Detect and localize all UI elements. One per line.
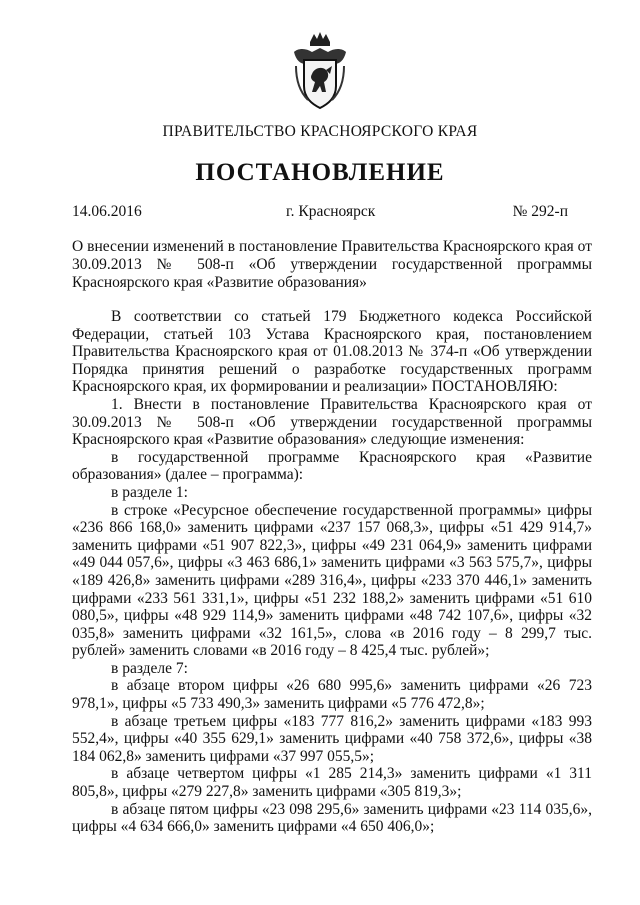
document-date: 14.06.2016 <box>72 203 142 220</box>
document-body <box>72 308 592 836</box>
body-paragraph: в разделе 1: <box>111 483 188 501</box>
document-subject: О внесении изменений в постановление Правительства Красноярского края от 30.09.2013 № 508-п «Об утверждении государственной программы Красноярского края «Развитие образования» <box>72 238 592 291</box>
document-type: ПОСТАНОВЛЕНИЕ <box>195 159 445 186</box>
body-paragraph: 1. Внести в постановление Правительства Красноярского края от 30.09.2013 № 508-п «Об утверждении государственной программы Красноярского края «Развитие образования» следующие изменения: <box>72 395 592 449</box>
body-paragraph: в абзаце пятом цифры «23 098 295,6» заменить цифрами «23 114 035,6», цифры «4 634 666,0» заменить цифрами «4 650 406,0»; <box>72 800 592 836</box>
body-paragraph: в государственной программе Красноярского края «Развитие образования» (далее – программа): <box>72 448 592 484</box>
coat-of-arms-icon <box>288 30 352 112</box>
body-paragraph: в абзаце втором цифры «26 680 995,6» заменить цифрами «26 723 978,1», цифры «5 733 490,3» заменить цифрами «5 776 472,8»; <box>72 677 592 713</box>
organization-name: ПРАВИТЕЛЬСТВО КРАСНОЯРСКОГО КРАЯ <box>162 123 478 140</box>
body-paragraph: в строке «Ресурсное обеспечение государственной программы» цифры «236 866 168,0» заменить цифрами «237 157 068,3», цифры «51 429 914,7» заменить цифрами «51 907 822,3», цифры «49 231 064,9» заменить цифрами «49 044 057,6», цифры «3 463 686,1» заменить цифрами «3 563 575,7», цифры «189 426,8» заменить цифрами «289 316,4», цифры «233 370 446,1» заменить цифрами «233 561 331,1», цифры «51 232 188,2» заменить цифрами «51 610 080,5», цифры «48 929 114,9» заменить цифрами «48 742 107,6», цифры «32 035,8» заменить цифрами «32 161,5», слова «в 2016 году – 8 299,7 тыс. рублей» заменить словами «в 2016 году – 8 425,4 тыс. рублей»; <box>72 501 592 660</box>
document-city: г. Красноярск <box>286 203 376 220</box>
body-paragraph: В соответствии со статьей 179 Бюджетного кодекса Российской Федерации, статьей 103 Устава Красноярского края, постановлением Правительства Красноярского края от 01.08.2013 № 374-п «Об утверждении Порядка принятия решений о разработке государственных программ Красноярского края, их формировании и реализации» ПОСТАНОВЛЯЮ: <box>72 308 592 396</box>
body-paragraph: в абзаце третьем цифры «183 777 816,2» заменить цифрами «183 993 552,4», цифры «40 355 629,1» заменить цифрами «40 758 372,6», цифры «38 184 062,8» заменить цифрами «37 997 055,5»; <box>72 712 592 765</box>
body-paragraph: в разделе 7: <box>111 659 188 677</box>
body-paragraph: в абзаце четвертом цифры «1 285 214,3» заменить цифрами «1 311 805,8», цифры «279 227,8» заменить цифрами «305 819,3»; <box>72 765 592 801</box>
document-number: № 292-п <box>512 203 568 220</box>
